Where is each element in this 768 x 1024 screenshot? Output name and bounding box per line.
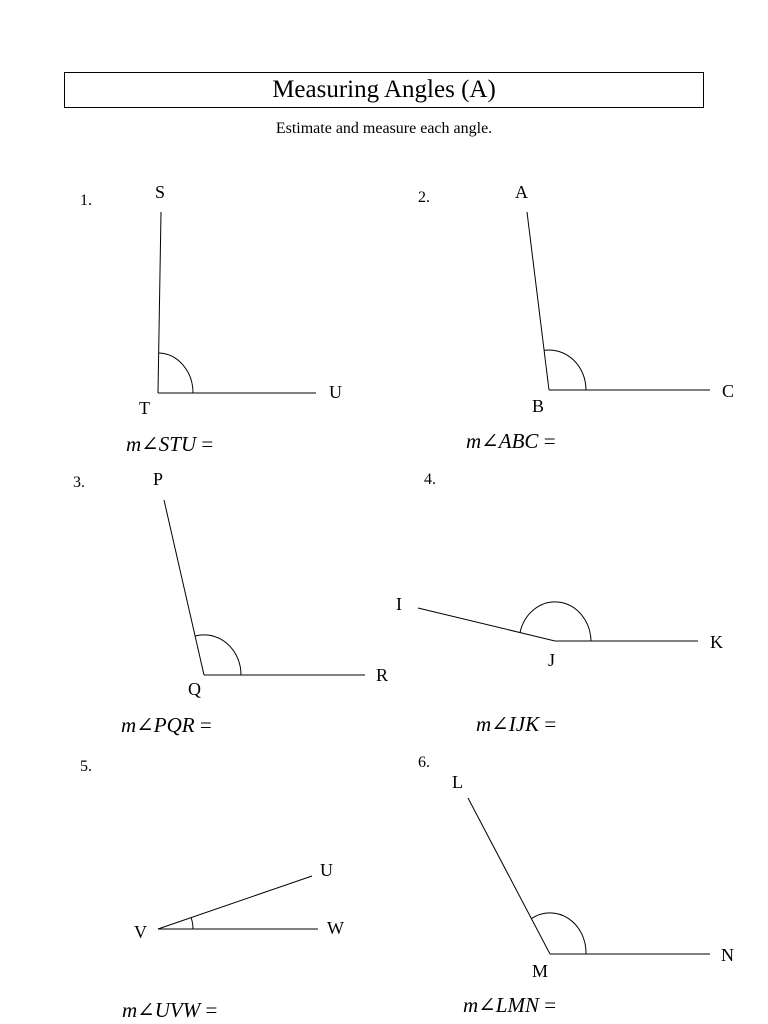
measure-expression-6 [463,993,556,1018]
vertex-label-l: L [452,772,463,792]
measure-expression-3 [121,713,212,738]
angle-figure-2 [515,182,734,416]
angle-figure-3 [153,469,388,699]
problem-number-6: 6. [418,754,430,771]
measure-prefix: m [126,432,142,456]
equals-sign: = [543,429,556,453]
worksheet-title: Measuring Angles (A) [64,72,704,108]
angle-name: ∠ABC [481,429,539,453]
vertex-label-i: I [396,594,402,614]
vertex-label-q: Q [188,679,201,699]
vertex-label-v: V [134,922,147,942]
vertex-label-t: T [139,398,150,418]
angle-arc-2 [544,350,586,390]
vertex-label-s: S [155,182,166,202]
vertex-label-c: C [722,381,735,401]
vertex-label-a: A [515,182,528,202]
vertex-label-j: J [548,650,556,670]
ray-qp [164,500,204,675]
vertex-label-u: U [329,382,342,402]
vertex-label-n: N [721,945,734,965]
vertex-label-u2: U [320,860,333,880]
measure-expression-2 [466,429,556,454]
angle-name: ∠PQR [136,713,195,737]
angle-arc-3 [195,635,241,675]
measure-prefix: m [122,998,138,1022]
measure-expression-1 [126,432,213,457]
vertex-label-k: K [710,632,723,652]
ray-ts [158,212,161,393]
ray-ba [527,212,549,390]
angle-figure-1 [139,182,342,418]
problem-number-1: 1. [80,192,92,209]
problem-number-5: 5. [80,758,92,775]
equals-sign: = [205,998,218,1022]
problem-number-2: 2. [418,189,430,206]
angle-arc-1 [159,353,193,393]
problem-number-3: 3. [73,474,85,491]
ray-vu [158,876,312,929]
angle-name: ∠STU [141,432,197,456]
equals-sign: = [199,713,212,737]
measure-prefix: m [466,429,482,453]
vertex-label-w: W [327,918,344,938]
vertex-label-r: R [376,665,389,685]
angle-figure-6 [452,772,734,981]
angle-name: ∠UVW [137,998,201,1022]
measure-expression-4 [476,712,556,737]
measure-expression-5 [122,998,217,1023]
measure-prefix: m [463,993,479,1017]
measure-prefix: m [476,712,492,736]
angle-arc-5 [191,918,193,929]
ray-ml [468,798,550,954]
measure-prefix: m [121,713,137,737]
angle-name: ∠LMN [478,993,539,1017]
equals-sign: = [544,993,557,1017]
equals-sign: = [544,712,557,736]
ray-ji [418,608,555,641]
angle-figure-4 [396,594,723,670]
problem-number-4: 4. [424,471,436,488]
vertex-label-b: B [532,396,545,416]
vertex-label-p: P [153,469,164,489]
instructions: Estimate and measure each angle. [275,120,493,137]
angle-name: ∠IJK [491,712,540,736]
angle-figure-5 [134,860,344,942]
equals-sign: = [201,432,214,456]
vertex-label-m: M [532,961,549,981]
